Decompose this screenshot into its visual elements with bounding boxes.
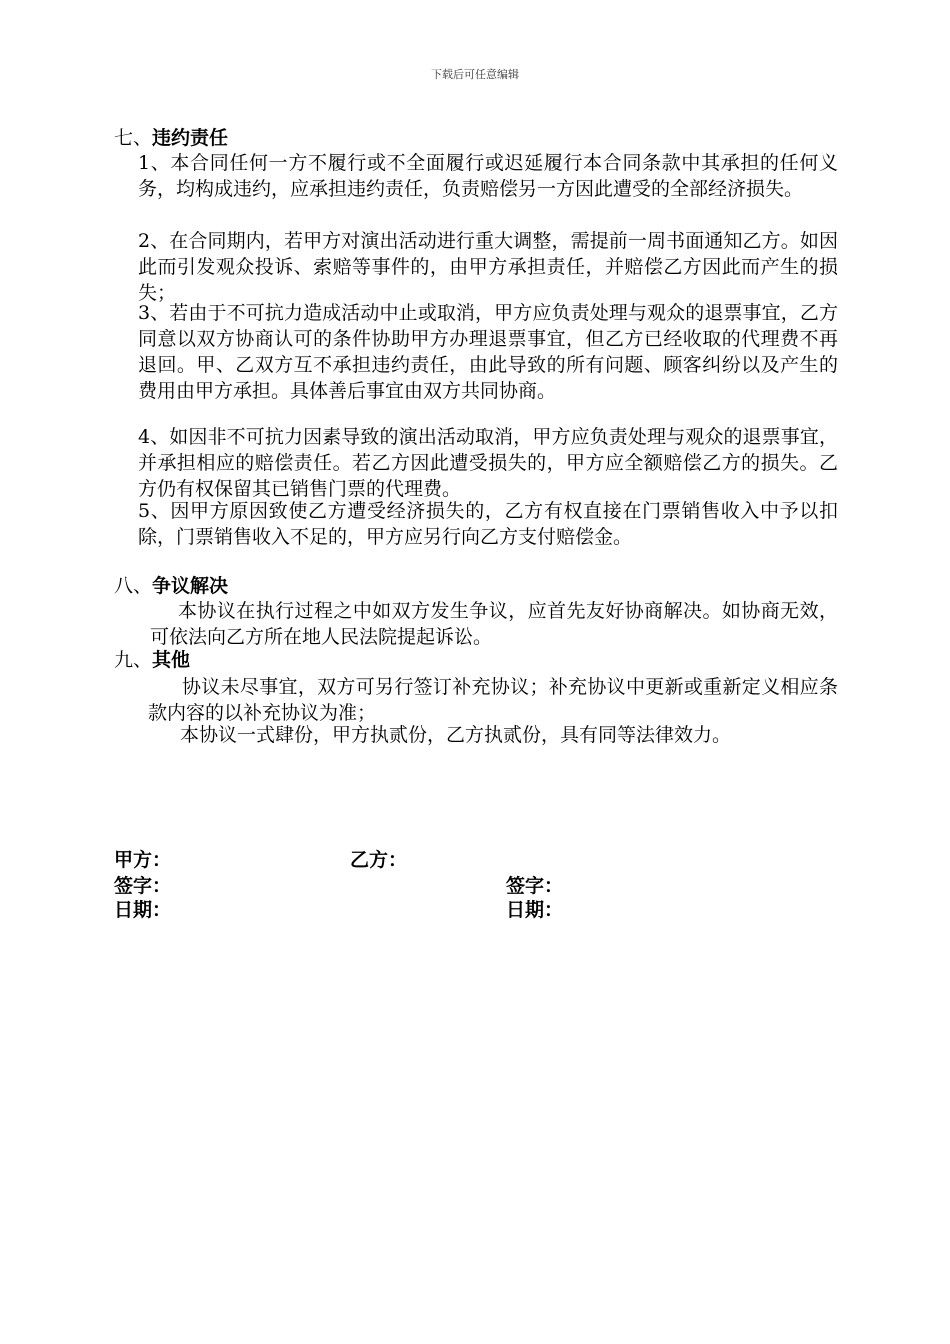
section-7-title: 违约责任 (152, 127, 229, 149)
section-9-prefix: 九、 (114, 649, 153, 671)
party-b-label: 乙方： (350, 849, 408, 871)
page-header: 下载后可任意编辑 (431, 68, 519, 81)
clause-7-3: 3、若由于不可抗力造成活动中止或取消，甲方应负责处理与观众的退票事宜，乙方同意以双方协商认可的条件协助甲方办理退票事宜，但乙方已经收取的代理费不再退回。甲、乙双方互不承担违约责任，由此导致的所有问题、顾客纠纷以及产生的费用由甲方承担。具体善后事宜由双方共同协商。 (138, 302, 838, 402)
clause-7-1: 1、本合同任何一方不履行或不全面履行或迟延履行本合同条款中其承担的任何义务，均构成违约，应承担违约责任，负责赔偿另一方因此遭受的全部经济损失。 (138, 152, 838, 200)
section-9-heading (114, 648, 190, 672)
section-9-para-1: 协议未尽事宜，双方可另行签订补充协议；补充协议中更新或重新定义相应条款内容的以补充协议为准； (148, 676, 838, 724)
section-8-heading (114, 574, 228, 598)
section-9-para-2: 本协议一式肆份，甲方执贰份，乙方执贰份，具有同等法律效力。 (180, 724, 732, 746)
clause-7-4: 4、如因非不可抗力因素导致的演出活动取消，甲方应负责处理与观众的退票事宜，并承担相应的赔偿责任。若乙方因此遭受损失的，甲方应全额赔偿乙方的损失。乙方仍有权保留其已销售门票的代理费。 (138, 426, 838, 500)
sign-a-label: 签字： (114, 875, 172, 897)
date-b-label: 日期： (506, 899, 564, 921)
section-8-text: 本协议在执行过程之中如双方发生争议，应首先友好协商解决。如协商无效，可依法向乙方所在地人民法院提起诉讼。 (150, 600, 838, 648)
section-9-title: 其他 (152, 649, 191, 671)
sign-b-label: 签字： (506, 875, 564, 897)
clause-7-2: 2、在合同期内，若甲方对演出活动进行重大调整，需提前一周书面通知乙方。如因此而引发观众投诉、索赔等事件的，由甲方承担责任，并赔偿乙方因此而产生的损失； (138, 230, 838, 304)
clause-7-5: 5、因甲方原因致使乙方遭受经济损失的，乙方有权直接在门票销售收入中予以扣除，门票销售收入不足的，甲方应另行向乙方支付赔偿金。 (138, 500, 838, 548)
date-a-label: 日期： (114, 899, 172, 921)
section-7-prefix: 七、 (114, 127, 153, 149)
section-7-heading (114, 126, 228, 150)
party-a-label: 甲方： (114, 849, 172, 871)
section-8-prefix: 八、 (114, 575, 153, 597)
section-8-title: 争议解决 (152, 575, 229, 597)
